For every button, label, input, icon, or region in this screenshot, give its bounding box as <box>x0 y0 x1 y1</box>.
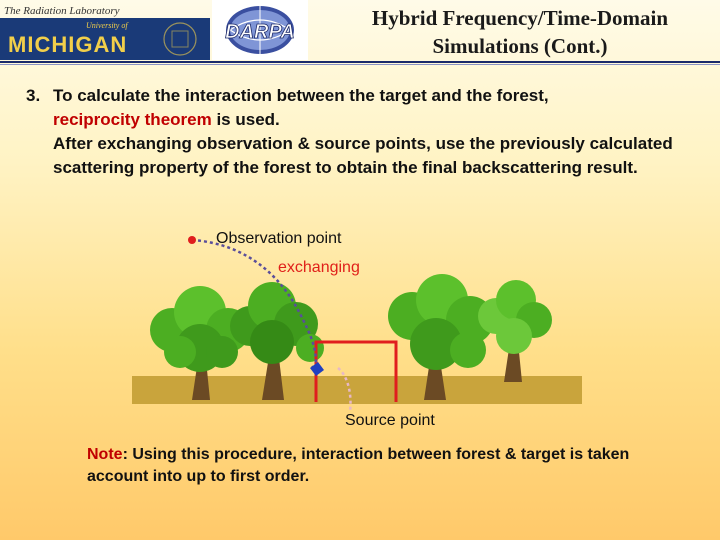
title-line-1: Hybrid Frequency/Time-Domain <box>371 6 669 30</box>
tree-icon <box>478 280 552 382</box>
point-number: 3. <box>26 86 41 105</box>
exchanging-label: exchanging <box>278 259 360 276</box>
observation-point-label: Observation point <box>216 230 342 247</box>
main-point <box>26 84 706 180</box>
point-line-2 <box>53 108 706 132</box>
note-text <box>87 444 687 488</box>
university-name: MICHIGAN <box>8 32 128 57</box>
forest-illustration <box>120 220 600 432</box>
michigan-seal-icon <box>160 20 200 58</box>
observation-point-icon <box>188 236 196 244</box>
point-line-1: To calculate the interaction between the target and the forest, <box>53 86 549 105</box>
header-divider-thin <box>0 64 720 65</box>
source-point-icon <box>310 362 324 376</box>
reciprocity-theorem: reciprocity theorem <box>53 110 212 129</box>
darpa-logo-text: DARPA <box>225 21 295 43</box>
note-body: : Using this procedure, interaction between forest & target is taken account into up to first order. <box>87 446 630 485</box>
title-line-2: Simulations (Cont.) <box>432 34 608 58</box>
source-point-label: Source point <box>345 412 435 429</box>
university-logo <box>0 18 210 60</box>
forest-diagram <box>120 220 600 432</box>
slide-title <box>320 4 720 60</box>
lab-name: The Radiation Laboratory <box>4 5 120 17</box>
university-of-label: University of <box>86 21 128 30</box>
point-line-3: After exchanging observation & source points, use the previously calculated scattering property of the forest to obtain the final backscattering result. <box>53 134 673 177</box>
point-body <box>53 84 706 180</box>
note-prefix: Note <box>87 446 123 463</box>
header-divider <box>0 61 720 63</box>
is-used-text: is used. <box>211 110 280 129</box>
darpa-logo <box>212 0 308 60</box>
